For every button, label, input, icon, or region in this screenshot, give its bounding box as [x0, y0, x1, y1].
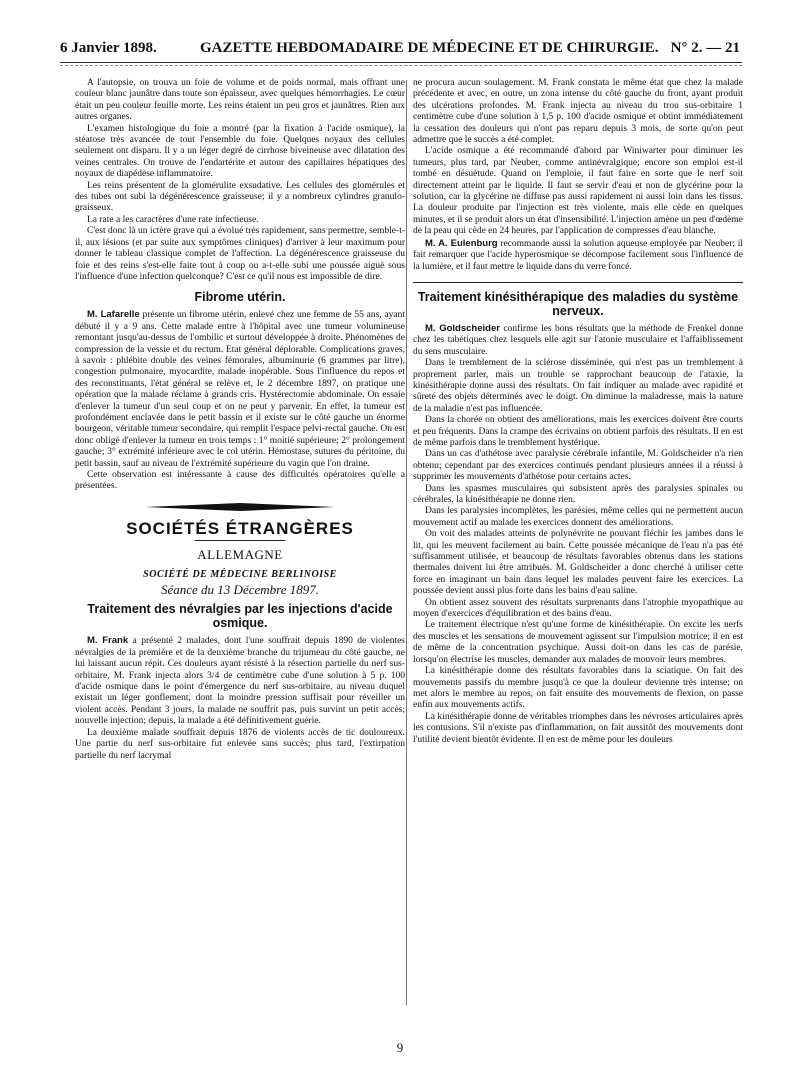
sciatica-paragraph: La kinésithérapie donne des résultats favorables dans la sciatique. On fait des mouvements passifs du membre jusqu'à ce que la douleur devienne très intense; on met alors le membre au repos, on fait ensuite des mouvements de flexion, on passe enfin aux mouvements actifs.: [413, 666, 743, 711]
spasms-paragraph: Dans les spasmes musculaires qui subsistent après des paralysies spinales ou cérébrales, la kinésithérapie ne donne rien.: [413, 483, 743, 505]
articular-neuroses-paragraph: La kinésithérapie donne de véritables triomphes dans les névroses articulaires après les contusions. S'il n'existe pas d'inflammation, on fait aussitôt des mouvements dont l'utilité devient bientôt évidente. Il en est de même pour les douleurs: [413, 711, 743, 745]
atrophy-paragraph: On obtient assez souvent des résultats surprenants dans l'atrophie myopathique au moyen d'exercices d'équilibration et des bains d'eau.: [413, 597, 743, 620]
section-heading-fibrome: Fibrome utérin.: [194, 290, 286, 305]
nevralgies-paragraph-1: M. Frank a présenté 2 malades, dont l'une souffrait depuis 1890 de violentes névralgies de la première et de la deuxième branche du trijumeau du côté gauche, ne lui laissant aucun répit. Ces douleurs ayant résisté à la résection partielle du nerf sus-orbitaire, M. Frank injecta alors 3/4 de centimètre cube d'une solution à 5 p. 100 d'acide osmique dans le point d'émergence du nerf sus-orbitaire, au niveau duquel existait un léger gonflement, dont la moindre pression suffisait pour réveiller un violent accès. Pendant 3 jours, la malade ne souffrit pas, puis survint un petit accès; nouvelle injection; depuis, la malade a été définitivement guérie.: [75, 635, 405, 727]
sclerosis-paragraph: Dans le tremblement de la sclérose disséminée, qui n'est pas un tremblement à proprement parler, mais un trouble se rapprochant beaucoup de l'ataxie, la kinésithérapie donne aussi des résultats. On fait indiquer au malade avec rapidité et sûreté des objets déterminés avec le doigt. On diminue la maladresse, mais la nature de la maladie n'est pas influencée.: [413, 358, 743, 414]
page-header: [60, 40, 740, 62]
electric-treatment-paragraph: Le traitement électrique n'est qu'une forme de kinésithérapie. On excite les nerfs des muscles et les sensations de mouvement agissent sur l'impulsion motrice; il en est de même de la concentration psychique. Aussi doit-on dans les cas de parésie, lorsqu'on électrise les muscles, demander aux malades de mouvoir leurs membres.: [413, 620, 743, 665]
eulenburg-paragraph: M. A. Eulenburg recommande aussi la solution aqueuse employée par Neuber; il fait remarquer que l'acide hyperosmique se décompose facilement sous l'influence de la lumière, et il faut mettre le liquide dans du verre foncé.: [413, 237, 743, 272]
column-divider: [406, 80, 407, 1005]
nevralgies-paragraph-2: La deuxième malade souffrait depuis 1876 de violents accès de tic douloureux. Une partie du nerf sus-orbitaire fut enlevée sans succès; plus tard, l'extirpation partielle du nerf lacrymal: [75, 727, 405, 761]
author-eulenburg: M. A. Eulenburg: [425, 237, 498, 249]
country-heading: ALLEMAGNE: [197, 547, 283, 563]
left-column: [75, 78, 405, 1023]
header-journal-title: GAZETTE HEBDOMADAIRE DE MÉDECINE ET DE CHIRURGIE.: [200, 40, 659, 56]
societies-heading: SOCIÉTÉS ÉTRANGÈRES: [126, 518, 354, 538]
society-name: SOCIÉTÉ DE MÉDECINE BERLINOISE: [143, 568, 337, 580]
paralysis-paragraph: Dans les paralysies incomplètes, les parésies, même celles qui ne permettent aucun mouvement actif au malade les exercices donnent des améliorations.: [413, 506, 743, 528]
ornament-divider: [145, 503, 335, 511]
section-heading-nevralgies: Traitement des névralgies par les injections d'acide osmique.: [87, 602, 393, 631]
section-heading-kinesitherapie: Traitement kinésithérapique des maladies du système nerveux.: [417, 289, 739, 318]
header-rule-dashed: [60, 65, 742, 66]
header-issue-number: N° 2. — 21: [670, 40, 740, 56]
page-number: 9: [396, 1040, 404, 1055]
autopsy-paragraph: A l'autopsie, on trouva un foie de volume et de poids normal, mais offrant une couleur blanc jaunâtre dans toute son épaisseur, avec quelques hémorrhagies. Le cœur était un peu couleur feuille morte. Les reins étaient un peu gros et jaunâtres. Rien aux autres organes.: [75, 78, 405, 123]
kidney-paragraph: Les reins présentent de la glomérulite exsudative. Les cellules des glomérules et des tubes ont subi la dégénérescence graisseuse; il y a nombreux cylindres granulo-graisseux.: [75, 180, 405, 214]
polyneuritis-paragraph: On voit des malades atteints de polynévrite ne pouvant fléchir les jambes dans le lit, qui les meuvent facilement au bain. Cette poussée mécanique de l'eau n'a pas été suffisamment utilisée, et beaucoup de résultats favorables obtenus dans les stations thermales doivent lui être attribués. M. Goldscheider a donc cherché à utiliser cette force en imaginant un bain dans lequel les malades peuvent faire les exercices. La poussée devient aussi plus forte dans les bains d'eau saline.: [413, 529, 743, 597]
author-goldscheider: M. Goldscheider: [425, 322, 500, 334]
spleen-paragraph: La rate a les caractères d'une rate infectieuse.: [87, 214, 259, 225]
header-date: 6 Janvier 1898.: [60, 40, 157, 56]
goldscheider-paragraph: M. Goldscheider confirme les bons résultats que la méthode de Frenkel donne chez les tabétiques chez lesquels elle agit sur l'atonie musculaire et l'affaiblissement du sens musculaire.: [413, 322, 743, 357]
osmic-acid-paragraph: L'acide osmique a été recommandé d'abord par Winiwarter pour diminuer les tumeurs, plus tard, par Neuber, comme antinévralgique; encore son emploi est-il tombé en désuétude. Quand on l'emploie, il faut faire en sorte que le nerf soit directement atteint par le liquide. Il faut se servir d'eau et non de glycérine pour la solution, car la glycérine ne diffuse pas aussi rapidement ni aussi loin dans les tissus. La douleur produite par l'injection est très violente, mais elle cède en quelques minutes, et il se produit alors un état d'insensibilité. L'injection amène un peu d'œdème de la peau qui cède en 24 heures, par l'application de compresses d'eau blanche.: [413, 146, 743, 237]
conclusion-paragraph: C'est donc là un ictère grave qui a évolué très rapidement, sans permettre, semble-t-il, aux lésions (et par suite aux symptômes cliniques) d'arriver à leur maximum pour donner le tableau classique complet de l'affection. La dégénérescence graisseuse du foie et des reins s'est-elle faite tout à coup ou a-t-elle subi une poussée aiguë sous l'influence d'une infection quelconque? C'est ce qu'il nous est impossible de dire.: [75, 226, 405, 282]
histology-paragraph: L'examen histologique du foie a montré (par la fixation à l'acide osmique), la stéatose très avancée de tout l'ensemble du foie. Quelques noyaux des cellules seulement ont disparu. Il y a un léger degré de cirrhose biveineuse avec dilatation des veines centrales. On trouve de l'endartérite et autour des capillaires hépatiques des noyaux de diapédèse inflammatoire.: [75, 123, 405, 180]
societies-rule: [195, 540, 285, 541]
athetosis-paragraph: Dans un cas d'athétose avec paralysie cérébrale infantile, M. Goldscheider n'a rien obtenu; cependant par des exercices continués pendant plusieurs années il a réussi à supprimer les mouvements d'athétose pour certains actes.: [413, 449, 743, 483]
author-frank: M. Frank: [87, 635, 129, 647]
continued-paragraph: ne procura aucun soulagement. M. Frank constata le même état que chez la malade précédente et avec, en outre, un zona intense du côté gauche du front, ayant produit des ulcérations profondes. M. Frank injecta au niveau du trou sus-orbitaire 1 centimètre cube d'une solution à 1,5 p. 100 d'acide osmique et obtint immédiatement la cessation des douleurs qui n'ont pas reparu depuis 3 mois, de sorte qu'on peut admettre que le succès a été complet.: [413, 78, 743, 146]
author-lafarelle: M. Lafarelle: [87, 309, 140, 321]
right-column: [413, 78, 743, 1023]
fibrome-paragraph: M. Lafarelle présente un fibrome utérin, enlevé chez une femme de 55 ans, ayant débuté il y a 9 ans. Cette malade entre à l'hôpital avec une tumeur volumineuse remontant jusqu'au-dessus de l'ombilic et surtout développée à droite. Phénomènes de compression de la vessie et du rectum. Etat général déplorable. Complications graves, à savoir : phlébite double des veines fémorales, albuminurie (6 grammes par litre), congestion pulmonaire, myocardite, malade inopérable. Sous l'influence du repos et des reconstituants, l'état général se relève et, le 2 décembre 1897, on pratique une opération que la malade réclame à grands cris. Hystérectomie abdominale. On essaie d'enlever la tumeur d'un seul coup et on ne peut y parvenir. En effet, la tumeur est profondément enclavée dans le petit bassin et il existe sur le côté gauche un énorme bourgeon, véritable tumeur secondaire, qui remplit l'espace pelvi-rectal gauche. On est donc obligé d'enlever la tumeur en trois temps : 1° moitié supérieure; 2° prolongement gauche; 3° extrémité inférieure avec le col utérin. Hémostase, sutures du péritoine, du petit bassin, sauf au niveau de l'extrémité supérieure du vagin que l'on draine.: [75, 309, 405, 469]
seance-date: Séance du 13 Décembre 1897.: [161, 582, 319, 598]
fibrome-closing-paragraph: Cette observation est intéressante à cause des difficultés opératoires qu'elle a présentées.: [75, 470, 405, 492]
header-rule: [60, 62, 742, 63]
chorea-paragraph: Dans la chorée on obtient des améliorations, mais les exercices doivent être courts et peu fréquents. Dans la crampe des écrivains on obtient parfois des résultats. Il en est de même parfois dans le tremblement hystérique.: [413, 415, 743, 448]
section-rule: [413, 282, 743, 283]
